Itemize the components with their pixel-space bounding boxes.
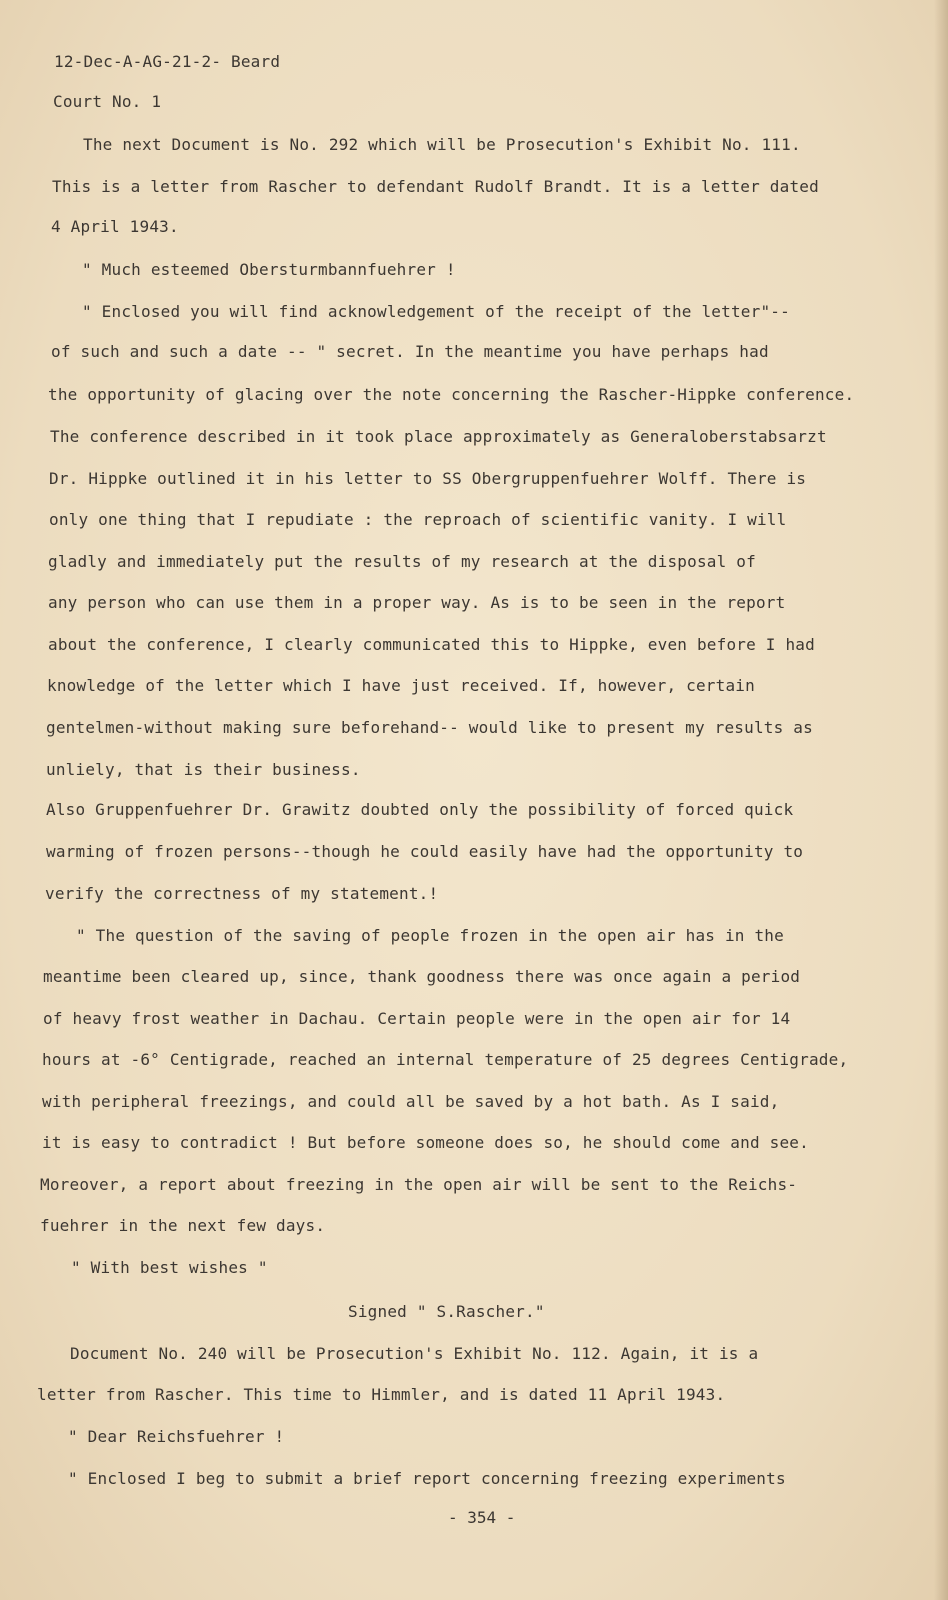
text-line: meantime been cleared up, since, thank goodness there was once again a period bbox=[43, 967, 801, 986]
text-line: only one thing that I repudiate : the reproach of scientific vanity. I will bbox=[49, 510, 787, 529]
text-line: This is a letter from Rascher to defendant Rudolf Brandt. It is a letter dated bbox=[52, 177, 819, 196]
text-line: verify the correctness of my statement.! bbox=[45, 884, 439, 903]
document-reference: 12-Dec-A-AG-21-2- Beard bbox=[54, 52, 281, 71]
text-line: it is easy to contradict ! But before someone does so, he should come and see. bbox=[42, 1133, 809, 1152]
text-line: unliely, that is their business. bbox=[46, 760, 361, 779]
text-line: " Enclosed I beg to submit a brief report concerning freezing experiments bbox=[68, 1469, 786, 1488]
court-number: Court No. 1 bbox=[53, 92, 162, 111]
text-line: the opportunity of glacing over the note concerning the Rascher-Hippke conference. bbox=[48, 385, 855, 404]
text-line: Moreover, a report about freezing in the open air will be sent to the Reichs- bbox=[40, 1175, 798, 1194]
text-line: " Enclosed you will find acknowledgement of the receipt of the letter"-- bbox=[82, 302, 790, 321]
text-line: The conference described in it took place approximately as Generaloberstabsarzt bbox=[50, 427, 827, 446]
text-line: fuehrer in the next few days. bbox=[40, 1216, 326, 1235]
text-line: Dr. Hippke outlined it in his letter to SS Obergruppenfuehrer Wolff. There is bbox=[49, 469, 807, 488]
signature-line: Signed " S.Rascher." bbox=[348, 1302, 545, 1321]
text-line: any person who can use them in a proper way. As is to be seen in the report bbox=[48, 593, 786, 612]
text-line: of such and such a date -- " secret. In the meantime you have perhaps had bbox=[51, 342, 769, 361]
text-line: about the conference, I clearly communicated this to Hippke, even before I had bbox=[48, 635, 815, 654]
text-line: hours at -6° Centigrade, reached an internal temperature of 25 degrees Centigrade, bbox=[42, 1050, 849, 1069]
text-line: warming of frozen persons--though he could easily have had the opportunity to bbox=[46, 842, 804, 861]
page-edge-shadow bbox=[934, 0, 948, 1600]
text-line: letter from Rascher. This time to Himmler, and is dated 11 April 1943. bbox=[37, 1385, 726, 1404]
text-line: " With best wishes " bbox=[71, 1258, 268, 1277]
text-line: " The question of the saving of people frozen in the open air has in the bbox=[76, 926, 784, 945]
text-line: " Much esteemed Obersturmbannfuehrer ! bbox=[82, 260, 456, 279]
page-number: - 354 - bbox=[448, 1508, 516, 1527]
text-line: Document No. 240 will be Prosecution's Exhibit No. 112. Again, it is a bbox=[70, 1344, 759, 1363]
text-line: 4 April 1943. bbox=[51, 217, 179, 236]
text-line: " Dear Reichsfuehrer ! bbox=[68, 1427, 285, 1446]
text-line: of heavy frost weather in Dachau. Certain people were in the open air for 14 bbox=[43, 1009, 791, 1028]
text-line: gladly and immediately put the results of my research at the disposal of bbox=[48, 552, 756, 571]
text-line: knowledge of the letter which I have just received. If, however, certain bbox=[47, 676, 755, 695]
text-line: gentelmen-without making sure beforehand-- would like to present my results as bbox=[46, 718, 813, 737]
text-line: Also Gruppenfuehrer Dr. Grawitz doubted only the possibility of forced quick bbox=[46, 800, 794, 819]
text-line: The next Document is No. 292 which will be Prosecution's Exhibit No. 111. bbox=[83, 135, 801, 154]
text-line: with peripheral freezings, and could all be saved by a hot bath. As I said, bbox=[42, 1092, 780, 1111]
